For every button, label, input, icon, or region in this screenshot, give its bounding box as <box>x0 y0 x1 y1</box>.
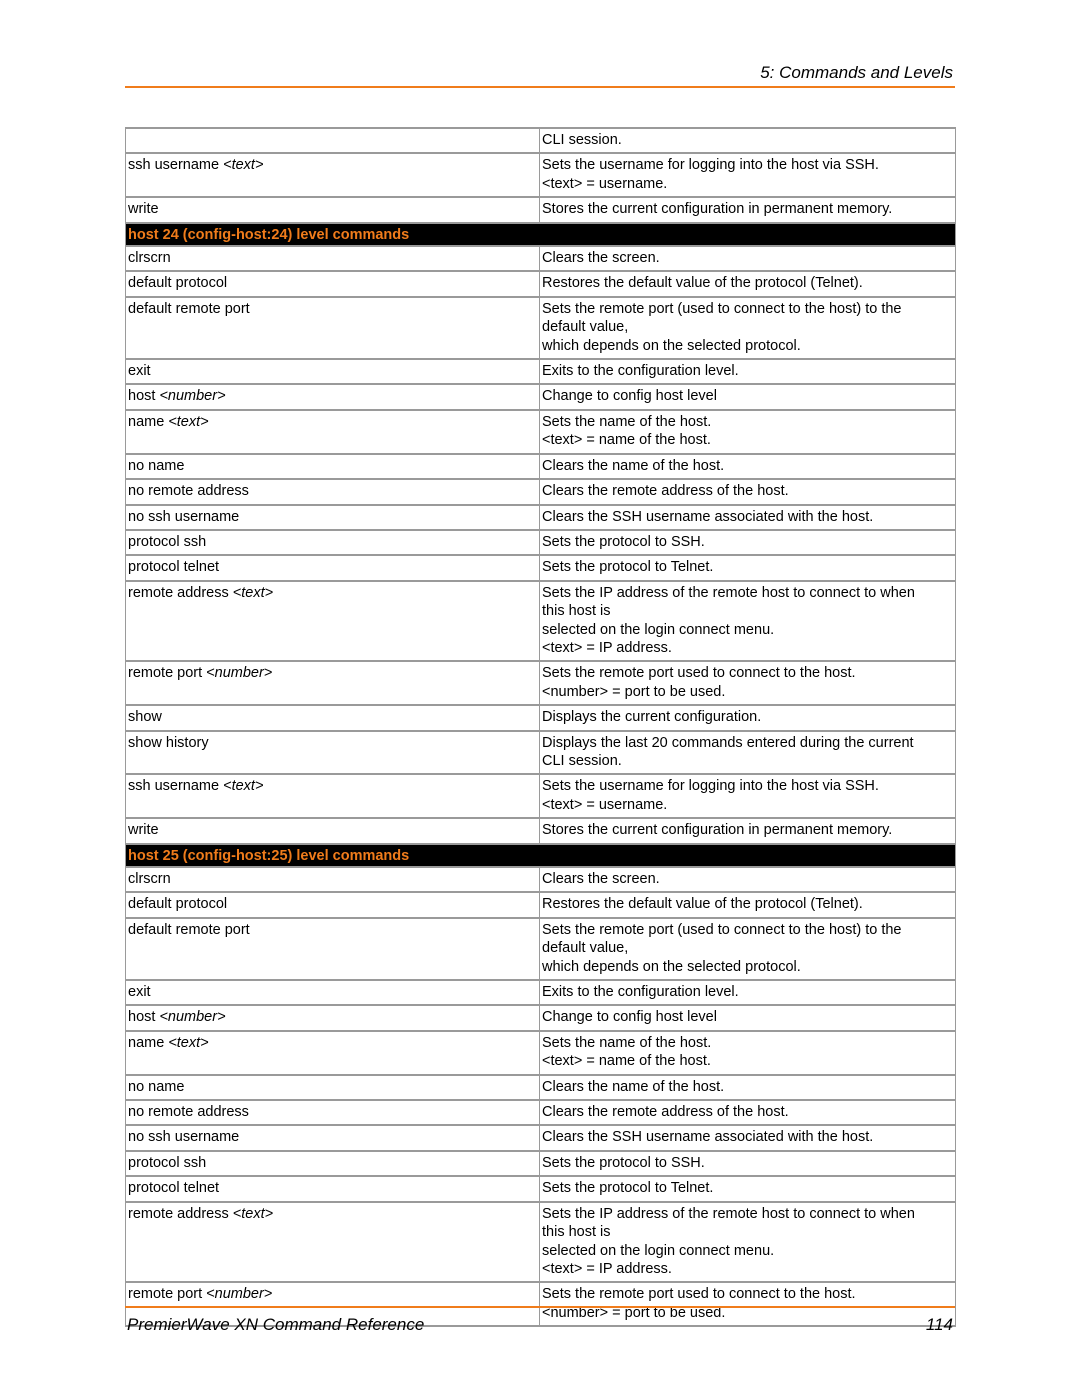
command-name: default remote port <box>128 300 250 317</box>
description-line: Sets the protocol to Telnet. <box>542 1180 714 1197</box>
section-title: host 25 (config-host:25) level commands <box>126 844 956 867</box>
description-line: Sets the protocol to SSH. <box>542 533 705 550</box>
table-row <box>126 1202 956 1283</box>
command-name: exit <box>128 984 151 1001</box>
command-name: name <box>128 413 169 430</box>
description-cell <box>540 297 956 359</box>
description-line: Clears the remote address of the host. <box>542 1104 789 1121</box>
command-name: default protocol <box>128 896 228 913</box>
table-row <box>126 661 956 705</box>
description-line: Stores the current configuration in permanent memory. <box>542 201 893 218</box>
command-name: no remote address <box>128 1104 249 1121</box>
description-line: Restores the default value of the protocol (Telnet). <box>542 896 863 913</box>
description-line: Sets the protocol to SSH. <box>542 1154 705 1171</box>
description-line: Sets the username for logging into the host via SSH. <box>542 157 879 174</box>
command-cell <box>126 153 540 197</box>
command-cell <box>126 271 540 296</box>
description-cell <box>540 661 956 705</box>
command-name: show <box>128 709 162 726</box>
description-line: Clears the name of the host. <box>542 1078 725 1095</box>
description-cell <box>540 1005 956 1030</box>
command-cell <box>126 128 540 153</box>
description-cell <box>540 581 956 662</box>
command-cell <box>126 892 540 917</box>
command-cell <box>126 918 540 980</box>
table-row <box>126 581 956 662</box>
description-line: Change to config host level <box>542 388 717 405</box>
command-argument: <text> <box>232 584 274 601</box>
command-argument: <text> <box>168 413 209 430</box>
description-line: Sets the remote port used to connect to the host. <box>542 665 856 682</box>
description-line: which depends on the selected protocol. <box>542 337 801 354</box>
command-argument: <number> <box>159 1009 226 1026</box>
description-cell <box>540 1075 956 1100</box>
command-name: name <box>128 1034 169 1051</box>
description-line: CLI session. <box>542 752 622 769</box>
document-title: PremierWave XN Command Reference <box>127 1315 425 1334</box>
command-cell <box>126 731 540 775</box>
table-row <box>126 271 956 296</box>
command-name: default protocol <box>128 275 228 292</box>
description-cell <box>540 774 956 818</box>
description-cell <box>540 505 956 530</box>
description-cell <box>540 384 956 409</box>
description-cell <box>540 918 956 980</box>
table-row <box>126 1031 956 1075</box>
description-line: Exits to the configuration level. <box>542 363 739 380</box>
table-row <box>126 410 956 454</box>
description-line: Displays the current configuration. <box>542 709 762 726</box>
description-line: Sets the name of the host. <box>542 413 712 430</box>
page-header <box>125 62 955 88</box>
command-name: protocol telnet <box>128 559 220 576</box>
table-row <box>126 705 956 730</box>
description-line: Restores the default value of the protocol (Telnet). <box>542 275 863 292</box>
description-line: <text> = name of the host. <box>542 432 711 449</box>
table-row <box>126 359 956 384</box>
command-name: show history <box>128 734 209 751</box>
table-row <box>126 818 956 843</box>
command-table <box>125 127 956 1327</box>
command-cell <box>126 410 540 454</box>
description-cell <box>540 197 956 222</box>
command-cell <box>126 1202 540 1283</box>
description-line: Sets the IP address of the remote host to connect to when <box>542 584 915 601</box>
table-row <box>126 530 956 555</box>
table-row <box>126 1100 956 1125</box>
command-cell <box>126 197 540 222</box>
command-name: ssh username <box>128 157 224 174</box>
description-cell <box>540 1282 956 1326</box>
section-header-row <box>126 844 956 867</box>
command-cell <box>126 980 540 1005</box>
description-line: CLI session. <box>542 132 622 148</box>
command-cell <box>126 1100 540 1125</box>
description-line: Sets the protocol to Telnet. <box>542 559 714 576</box>
description-line: Clears the screen. <box>542 250 660 267</box>
description-cell <box>540 1100 956 1125</box>
chapter-title: 5: Commands and Levels <box>760 63 953 82</box>
command-name: write <box>128 201 159 218</box>
description-line: Sets the name of the host. <box>542 1034 712 1051</box>
description-line: Stores the current configuration in permanent memory. <box>542 822 893 839</box>
table-row <box>126 555 956 580</box>
table-row <box>126 1005 956 1030</box>
command-cell <box>126 454 540 479</box>
description-line: Displays the last 20 commands entered during the current <box>542 734 914 751</box>
description-line: Clears the remote address of the host. <box>542 483 789 500</box>
command-name: no name <box>128 1078 185 1095</box>
table-row <box>126 867 956 892</box>
description-cell <box>540 479 956 504</box>
description-line: this host is <box>542 1224 611 1241</box>
command-cell <box>126 774 540 818</box>
description-cell <box>540 530 956 555</box>
section-header-row <box>126 223 956 246</box>
section-title: host 24 (config-host:24) level commands <box>126 223 956 246</box>
description-line: Exits to the configuration level. <box>542 984 739 1001</box>
command-name: ssh username <box>128 778 224 795</box>
command-cell <box>126 1176 540 1201</box>
description-line: Sets the username for logging into the host via SSH. <box>542 778 879 795</box>
description-line: Sets the remote port used to connect to the host. <box>542 1286 856 1303</box>
command-cell <box>126 479 540 504</box>
command-table-body <box>126 128 956 1326</box>
command-cell <box>126 818 540 843</box>
description-line: <number> = port to be used. <box>542 1304 726 1321</box>
description-line: selected on the login connect menu. <box>542 621 775 638</box>
command-cell <box>126 1031 540 1075</box>
description-line: Sets the remote port (used to connect to the host) to the <box>542 921 902 938</box>
description-cell <box>540 731 956 775</box>
table-row <box>126 1151 956 1176</box>
description-line: Sets the remote port (used to connect to the host) to the <box>542 300 902 317</box>
command-name: exit <box>128 363 151 380</box>
command-cell <box>126 246 540 271</box>
command-argument: <number> <box>206 665 273 682</box>
command-argument: <text> <box>223 778 264 795</box>
description-cell <box>540 1202 956 1283</box>
description-cell <box>540 867 956 892</box>
description-cell <box>540 818 956 843</box>
command-name: clrscrn <box>128 250 171 267</box>
command-name: protocol ssh <box>128 1154 207 1171</box>
command-name: no ssh username <box>128 508 240 525</box>
description-line: Change to config host level <box>542 1009 717 1026</box>
table-row <box>126 479 956 504</box>
command-argument: <text> <box>232 1205 274 1222</box>
description-cell <box>540 1176 956 1201</box>
description-line: Clears the SSH username associated with the host. <box>542 1129 874 1146</box>
command-argument: <text> <box>168 1034 209 1051</box>
description-line: <text> = IP address. <box>542 639 672 656</box>
description-cell <box>540 1125 956 1150</box>
description-cell <box>540 1151 956 1176</box>
table-row <box>126 505 956 530</box>
table-row <box>126 774 956 818</box>
page-number: 114 <box>925 1315 953 1334</box>
table-row <box>126 384 956 409</box>
description-cell <box>540 454 956 479</box>
description-line: <text> = username. <box>542 796 668 813</box>
table-row <box>126 246 956 271</box>
command-cell <box>126 505 540 530</box>
command-name: remote address <box>128 584 233 601</box>
table-row <box>126 197 956 222</box>
description-line: Sets the IP address of the remote host to connect to when <box>542 1205 915 1222</box>
description-cell <box>540 705 956 730</box>
description-line: Clears the screen. <box>542 871 660 887</box>
command-name: protocol ssh <box>128 533 207 550</box>
table-row <box>126 1075 956 1100</box>
description-line: <text> = name of the host. <box>542 1053 711 1070</box>
command-name: default remote port <box>128 921 250 938</box>
command-name: host <box>128 388 160 405</box>
command-cell <box>126 1005 540 1030</box>
command-cell <box>126 1151 540 1176</box>
description-line: Clears the SSH username associated with the host. <box>542 508 874 525</box>
table-row <box>126 128 956 153</box>
description-line: <number> = port to be used. <box>542 683 726 700</box>
table-row <box>126 1125 956 1150</box>
command-name: no name <box>128 457 185 474</box>
command-name: remote port <box>128 665 207 682</box>
description-line: <text> = username. <box>542 175 668 192</box>
description-line: this host is <box>542 603 611 620</box>
description-line: selected on the login connect menu. <box>542 1242 775 1259</box>
command-name: host <box>128 1009 160 1026</box>
description-cell <box>540 128 956 153</box>
table-row <box>126 1176 956 1201</box>
description-line: Clears the name of the host. <box>542 457 725 474</box>
description-line: which depends on the selected protocol. <box>542 958 801 975</box>
description-line: <text> = IP address. <box>542 1260 672 1277</box>
command-cell <box>126 1125 540 1150</box>
command-name: remote port <box>128 1286 207 1303</box>
command-argument: <number> <box>206 1286 273 1303</box>
command-cell <box>126 867 540 892</box>
command-name: clrscrn <box>128 871 171 887</box>
description-cell <box>540 1031 956 1075</box>
command-cell <box>126 581 540 662</box>
command-argument: <text> <box>223 157 264 174</box>
command-cell <box>126 384 540 409</box>
command-cell <box>126 705 540 730</box>
description-line: default value, <box>542 940 629 957</box>
command-cell <box>126 661 540 705</box>
command-name: protocol telnet <box>128 1180 220 1197</box>
table-row <box>126 918 956 980</box>
command-cell <box>126 1075 540 1100</box>
description-cell <box>540 892 956 917</box>
description-cell <box>540 153 956 197</box>
table-row <box>126 297 956 359</box>
command-cell <box>126 555 540 580</box>
command-cell <box>126 297 540 359</box>
command-cell <box>126 359 540 384</box>
table-row <box>126 454 956 479</box>
table-row <box>126 980 956 1005</box>
command-name: no remote address <box>128 483 249 500</box>
table-row <box>126 892 956 917</box>
command-name: no ssh username <box>128 1129 240 1146</box>
description-cell <box>540 271 956 296</box>
description-line: default value, <box>542 319 629 336</box>
table-row <box>126 731 956 775</box>
description-cell <box>540 980 956 1005</box>
command-cell <box>126 530 540 555</box>
description-cell <box>540 555 956 580</box>
table-row <box>126 153 956 197</box>
description-cell <box>540 359 956 384</box>
description-cell <box>540 410 956 454</box>
command-name: write <box>128 822 159 839</box>
command-name: remote address <box>128 1205 233 1222</box>
description-cell <box>540 246 956 271</box>
command-argument: <number> <box>159 388 226 405</box>
